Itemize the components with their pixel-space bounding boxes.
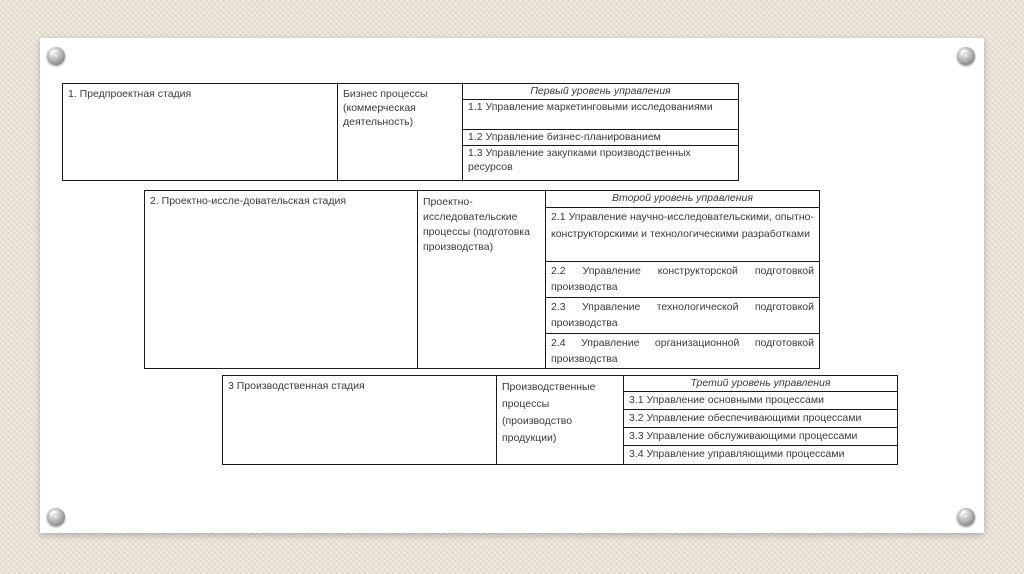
stage-1-table bbox=[62, 83, 739, 181]
stage-3-name: 3 Производственная стадия bbox=[223, 376, 497, 464]
stage-1-item-1: 1.1 Управление маркетинговыми исследованиями bbox=[463, 99, 738, 129]
stage-3-level-header: Третий уровень управления bbox=[690, 377, 831, 389]
stage-2-levels bbox=[545, 191, 819, 368]
stage-2-process: Проектно-исследовательские процессы (подготовка производства) bbox=[423, 196, 530, 253]
stage-3-levels bbox=[623, 376, 897, 464]
stage-3-item-4: 3.4 Управление управляющими процессами bbox=[624, 445, 897, 464]
stage-1-name: 1. Предпроектная стадия bbox=[63, 84, 338, 180]
stage-1-level-header: Первый уровень управления bbox=[530, 85, 671, 97]
stage-3-item-1: 3.1 Управление основными процессами bbox=[624, 391, 897, 409]
stage-2-item-3: 2.3 Управление технологической подготовкой производства bbox=[546, 297, 819, 333]
pin-bottom-right-icon bbox=[957, 508, 975, 526]
pin-top-right-icon bbox=[957, 47, 975, 65]
stage-3-table bbox=[222, 375, 898, 465]
stage-1-item-3: 1.3 Управление закупками производственных ресурсов bbox=[463, 145, 738, 180]
pin-top-left-icon bbox=[47, 47, 65, 65]
pin-bottom-left-icon bbox=[47, 508, 65, 526]
stage-2-item-2: 2.2 Управление конструкторской подготовкой производства bbox=[546, 261, 819, 297]
stage-3-item-3: 3.3 Управление обслуживающими процессами bbox=[624, 427, 897, 445]
stage-2-item-4: 2.4 Управление организационной подготовкой производства bbox=[546, 333, 819, 368]
stage-2-name: 2. Проектно-иссле-довательская стадия bbox=[145, 191, 418, 368]
stage-3-process: Производственные процессы (производство продукции) bbox=[502, 381, 596, 444]
stage-2-table bbox=[144, 190, 820, 369]
stage-2-level-header: Второй уровень управления bbox=[612, 192, 753, 204]
stage-1-item-2: 1.2 Управление бизнес-планированием bbox=[463, 129, 738, 145]
stage-1-process: Бизнес процессы (коммерческая деятельность) bbox=[343, 88, 428, 128]
stage-2-item-1: 2.1 Управление научно-исследовательскими, опытно-конструкторскими и технологическими разработками bbox=[546, 207, 819, 261]
stage-3-item-2: 3.2 Управление обеспечивающими процессами bbox=[624, 409, 897, 427]
stage-1-levels bbox=[462, 84, 738, 180]
